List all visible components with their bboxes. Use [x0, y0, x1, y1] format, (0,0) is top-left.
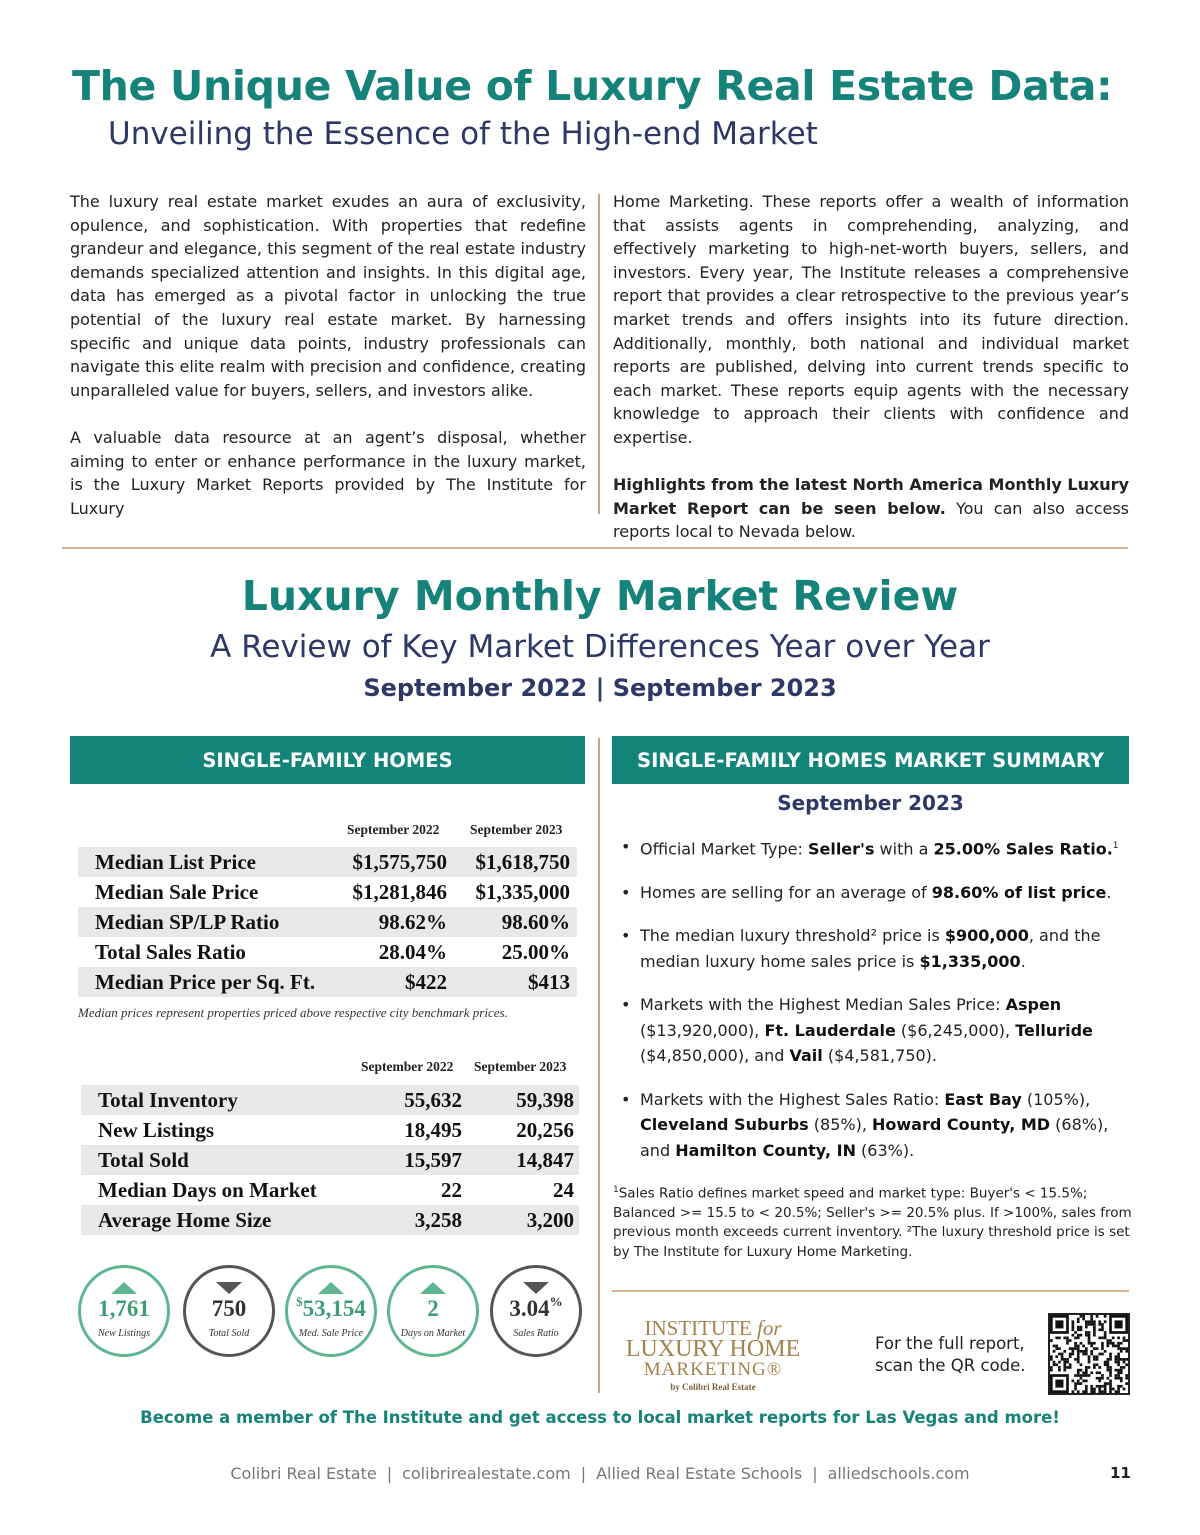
- text: (63%).: [855, 1140, 915, 1160]
- list-price-pct: 98.60% of list price: [931, 882, 1107, 902]
- footer-separator: |: [580, 1464, 587, 1483]
- page-number: 11: [1110, 1464, 1131, 1482]
- row-label: New Listings: [98, 1118, 215, 1142]
- market-name: Howard County, MD: [872, 1115, 1051, 1135]
- value-2022: 28.04%: [378, 940, 447, 964]
- summary-list: [619, 834, 1129, 1181]
- table-row: [81, 1085, 579, 1115]
- footer-item: colibrirealestate.com: [402, 1464, 571, 1483]
- table-row: [81, 1205, 579, 1235]
- percent-symbol: %: [549, 1294, 563, 1309]
- trend-up-icon: [111, 1282, 137, 1294]
- footer-separator: |: [386, 1464, 393, 1483]
- value-2022: 55,632: [404, 1088, 462, 1112]
- column-divider: [598, 738, 600, 1393]
- text: Homes are selling for an average of: [640, 882, 932, 902]
- indicator-value: 750: [211, 1296, 247, 1321]
- row-label: Median SP/LP Ratio: [95, 910, 280, 934]
- column-header-2023: September 2023: [474, 1059, 567, 1074]
- inventory-table: [81, 1085, 579, 1235]
- value-2023: 3,200: [526, 1208, 574, 1232]
- value-2022: $1,281,846: [352, 880, 447, 904]
- market-name: Telluride: [1015, 1020, 1093, 1040]
- sales-ratio-indicator: [490, 1265, 582, 1357]
- median-sale-price-indicator: [285, 1265, 377, 1357]
- threshold-price: $900,000: [944, 926, 1029, 946]
- review-subtitle: A Review of Key Market Differences Year over Year: [210, 629, 990, 665]
- intro-paragraph: Home Marketing. These reports offer a wealth of information that assists agents in comprehending, analyzing, and effectively marketing to high-net-worth buyers, sellers, and investors. Every year, The Institute releases a comprehensive report that provides a clear retrospective to the previous year’s market trends and offers insights into its future direction. Additionally, monthly, both national and individual market reports are published, delving into current trends specific to each market. These reports equip agents with the necessary knowledge to approach their clients with confidence and expertise.: [613, 192, 1129, 447]
- indicator-value: [493, 1296, 579, 1322]
- value-2023: 20,256: [516, 1118, 574, 1142]
- row-label: Total Inventory: [98, 1088, 238, 1112]
- indicator-value: 2: [427, 1296, 439, 1321]
- indicator-label: New Listings: [98, 1328, 150, 1339]
- value-2023: $1,335,000: [475, 880, 570, 904]
- highlight-text: Highlights from the latest North America Monthly Luxury Market Report can be seen below.: [613, 475, 1129, 518]
- logo-text: INSTITUTE: [644, 1316, 752, 1340]
- text: ($13,920,000),: [640, 1020, 765, 1040]
- indicator-label: Sales Ratio: [513, 1328, 559, 1339]
- logo-line: [618, 1318, 808, 1338]
- intro-left-column: [70, 190, 586, 520]
- currency-symbol: $: [296, 1294, 303, 1309]
- row-label: Median Days on Market: [98, 1178, 317, 1202]
- list-item: [619, 923, 1129, 974]
- indicator-label: Days on Market: [400, 1328, 466, 1339]
- intro-paragraph: A valuable data resource at an agent’s disposal, whether aiming to enter or enhance performance in the luxury market, is the Luxury Market Reports provided by The Institute for Luxury: [70, 427, 586, 518]
- review-title: Luxury Monthly Market Review: [241, 572, 959, 620]
- qr-text-line: For the full report,: [875, 1334, 1025, 1353]
- section-divider: [62, 547, 1128, 549]
- value-2023: $1,618,750: [475, 850, 570, 874]
- table-row: [78, 967, 577, 997]
- value-2022: 3,258: [414, 1208, 462, 1232]
- list-item: [619, 834, 1129, 862]
- column-divider: [598, 194, 600, 514]
- logo-line: LUXURY HOME: [625, 1336, 801, 1362]
- text: (105%),: [1021, 1089, 1091, 1109]
- text: Markets with the Highest Median Sales Price:: [640, 995, 1006, 1015]
- summary-date: September 2023: [777, 791, 964, 815]
- review-dates: September 2022 | September 2023: [363, 674, 837, 702]
- market-type: Seller's: [807, 839, 875, 859]
- price-note: Median prices represent properties priced above respective city benchmark prices.: [78, 1005, 508, 1020]
- value-2023: 59,398: [516, 1088, 574, 1112]
- table-row: [78, 877, 577, 907]
- trend-up-icon: [420, 1282, 446, 1294]
- row-label: Median List Price: [95, 850, 256, 874]
- text: ($4,581,750).: [822, 1046, 937, 1066]
- intro-highlight-paragraph: [613, 473, 1129, 544]
- qr-instructions: [875, 1333, 1026, 1377]
- market-name: East Bay: [944, 1089, 1022, 1109]
- footnote-ref: 1: [1112, 841, 1119, 851]
- column-header-2022: September 2022: [347, 822, 440, 837]
- row-label: Median Sale Price: [95, 880, 259, 904]
- indicator-value: [288, 1296, 374, 1322]
- qr-code[interactable]: [1048, 1313, 1130, 1395]
- footer-separator: |: [812, 1464, 818, 1483]
- section-divider: [612, 1290, 1129, 1292]
- value-2022: 15,597: [404, 1148, 462, 1172]
- page-subtitle: Unveiling the Essence of the High-end Market: [108, 116, 818, 152]
- price-table: [78, 847, 577, 997]
- membership-cta[interactable]: Become a member of The Institute and get access to local market reports for Las Vegas and more!: [140, 1408, 1060, 1427]
- days-on-market-indicator: [387, 1265, 479, 1357]
- indicator-number: 3.04: [509, 1296, 550, 1321]
- table-row: [78, 937, 577, 967]
- text: ($6,245,000),: [895, 1020, 1016, 1040]
- text: ($4,850,000), and: [640, 1046, 790, 1066]
- summary-band: SINGLE-FAMILY HOMES MARKET SUMMARY: [612, 736, 1129, 784]
- table-row: [81, 1175, 579, 1205]
- text: (68%), and: [640, 1115, 1109, 1160]
- indicator-value: 1,761: [98, 1296, 150, 1321]
- logo-text: for: [757, 1316, 782, 1340]
- text: (85%),: [808, 1115, 872, 1135]
- indicator-number: 53,154: [302, 1296, 366, 1321]
- market-name: Hamilton County, IN: [675, 1140, 856, 1160]
- text: The median luxury threshold² price is: [640, 926, 945, 946]
- text: , and the median luxury home sales price is: [640, 926, 1101, 971]
- list-item: [619, 992, 1129, 1069]
- value-2023: 25.00%: [501, 940, 570, 964]
- footer-item: alliedschools.com: [827, 1464, 970, 1483]
- column-header-2022: September 2022: [361, 1059, 454, 1074]
- value-2023: 98.60%: [501, 910, 570, 934]
- indicator-label: Med. Sale Price: [298, 1328, 364, 1339]
- market-name: Vail: [789, 1046, 823, 1066]
- footnote-text: Sales Ratio defines market speed and market type: Buyer's < 15.5%; Balanced >= 15.5 to < 20.5%; Seller's >= 20.5% plus. If >100%, sales from previous month exceeds current inventory. ²The luxury threshold price is set by The Institute for Luxury Home Marketing.: [613, 1185, 1132, 1260]
- table-row: [81, 1145, 579, 1175]
- value-2023: $413: [528, 970, 570, 994]
- highlight-rest: You can also access reports local to Nevada below.: [613, 498, 1130, 542]
- median-sales-price: $1,335,000: [919, 951, 1021, 971]
- text: .: [1020, 951, 1026, 971]
- intro-right-column: [613, 190, 1129, 544]
- page-title: The Unique Value of Luxury Real Estate Data:: [72, 62, 1113, 110]
- qr-code-icon: [1050, 1315, 1128, 1393]
- footnote-mark: 1: [613, 1185, 619, 1195]
- value-2022: 98.62%: [378, 910, 447, 934]
- trend-up-icon: [318, 1282, 344, 1294]
- market-name: Aspen: [1005, 995, 1062, 1015]
- list-item: [619, 880, 1129, 906]
- market-name: Cleveland Suburbs: [640, 1115, 809, 1135]
- market-name: Ft. Lauderdale: [764, 1020, 896, 1040]
- intro-paragraph: The luxury real estate market exudes an aura of exclusivity, opulence, and sophistication. With properties that redefine grandeur and elegance, this segment of the real estate industry demands specialized attention and insights. In this digital age, data has emerged as a pivotal factor in unlocking the true potential of the luxury real estate market. By harnessing specific and unique data points, industry professionals can navigate this elite realm with precision and confidence, creating unparalleled value for buyers, sellers, and investors alike.: [70, 192, 586, 400]
- trend-down-icon: [216, 1282, 242, 1294]
- new-listings-indicator: [78, 1265, 170, 1357]
- table-row: [81, 1115, 579, 1145]
- logo-line: by Colibri Real Estate: [670, 1382, 756, 1392]
- value-2023: 24: [553, 1178, 574, 1202]
- table-row: [78, 847, 577, 877]
- column-header-2023: September 2023: [470, 822, 563, 837]
- logo-line: MARKETING®: [643, 1359, 783, 1380]
- footnote: [613, 1181, 1133, 1262]
- list-item: [619, 1087, 1129, 1164]
- row-label: Total Sales Ratio: [95, 940, 246, 964]
- footer-item: Colibri Real Estate: [230, 1464, 377, 1483]
- value-2022: 18,495: [404, 1118, 462, 1142]
- trend-down-icon: [523, 1282, 549, 1294]
- row-label: Total Sold: [98, 1148, 189, 1172]
- table-row: [78, 907, 577, 937]
- text: .: [1106, 882, 1112, 902]
- text: Official Market Type:: [640, 839, 808, 859]
- total-sold-indicator: [183, 1265, 275, 1357]
- institute-logo: [618, 1318, 808, 1394]
- text: with a: [874, 839, 934, 859]
- row-label: Median Price per Sq. Ft.: [95, 970, 316, 994]
- footer-item: Allied Real Estate Schools: [596, 1464, 803, 1483]
- sfh-band: SINGLE-FAMILY HOMES: [70, 736, 585, 784]
- value-2022: 22: [441, 1178, 462, 1202]
- value-2022: $422: [405, 970, 447, 994]
- indicator-label: Total Sold: [208, 1328, 250, 1339]
- value-2023: 14,847: [516, 1148, 574, 1172]
- text: Markets with the Highest Sales Ratio:: [640, 1089, 945, 1109]
- sales-ratio: 25.00% Sales Ratio.: [933, 839, 1113, 859]
- row-label: Average Home Size: [98, 1208, 272, 1232]
- qr-text-line: scan the QR code.: [875, 1356, 1026, 1375]
- value-2022: $1,575,750: [352, 850, 447, 874]
- page-footer: [0, 1464, 1200, 1483]
